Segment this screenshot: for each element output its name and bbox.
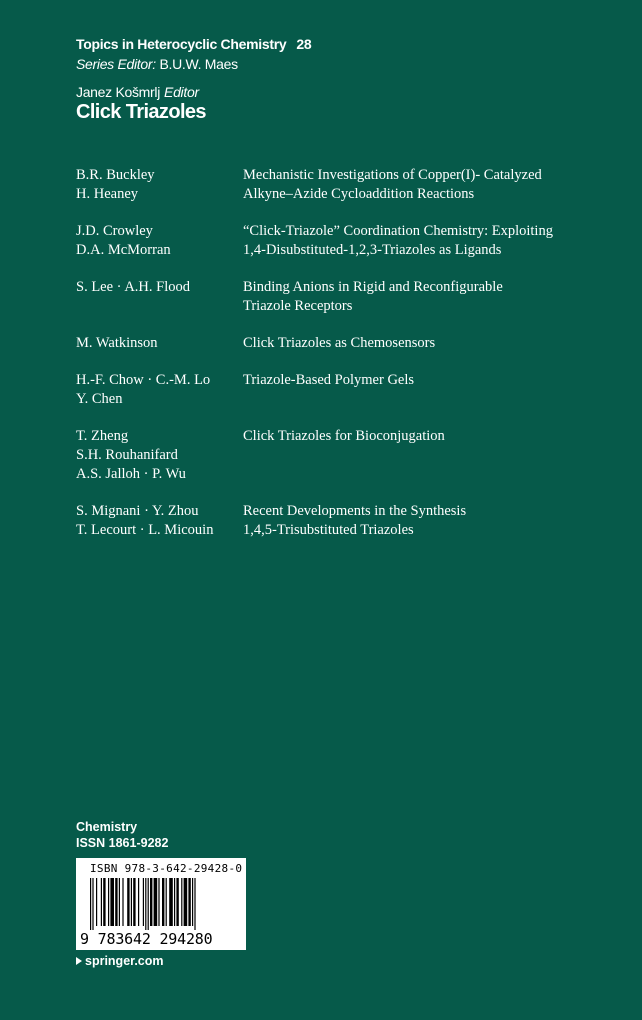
chapter-title [243, 371, 596, 409]
barcode-bar [148, 878, 149, 930]
book-title: Click Triazoles [76, 101, 206, 123]
barcode-bar [90, 878, 91, 930]
issn-label: ISSN 1861-9282 [76, 836, 169, 850]
footer-info [76, 819, 168, 851]
chapter-title-line: Triazole Receptors [243, 298, 353, 314]
author-line: S.H. Rouhanifard [76, 447, 178, 463]
series-editor-line [76, 56, 311, 72]
chapter-entry [76, 502, 596, 540]
chapter-title-line: Click Triazoles for Bioconjugation [243, 428, 445, 444]
chapter-entry [76, 166, 596, 204]
barcode-bar [176, 878, 178, 926]
chapter-authors [76, 502, 243, 540]
barcode-bar [174, 878, 175, 926]
volume-editor-name: Janez Košmrlj [76, 84, 161, 100]
author-line: S. Mignani · Y. Zhou [76, 503, 199, 519]
barcode-bar [119, 878, 120, 926]
series-title-line [76, 36, 311, 52]
author-line: H. Heaney [76, 186, 139, 202]
table-of-contents [76, 166, 596, 558]
barcode-bar [92, 878, 93, 930]
website-text: springer.com [85, 954, 164, 968]
website-link[interactable] [76, 954, 164, 968]
chapter-authors [76, 222, 243, 260]
barcode-bar [101, 878, 102, 926]
chapter-title [243, 222, 596, 260]
volume-editor-role: Editor [164, 84, 199, 100]
chapter-authors [76, 166, 243, 204]
chapter-title-line: 1,4-Disubstituted-1,2,3-Triazoles as Ligands [243, 242, 502, 258]
barcode-bar [143, 878, 144, 926]
barcode-bar [150, 878, 152, 926]
series-header [76, 36, 311, 124]
chapter-title [243, 427, 596, 484]
chapter-authors [76, 278, 243, 316]
barcode-bar [108, 878, 109, 926]
barcode-bar [194, 878, 195, 930]
subject-label: Chemistry [76, 820, 138, 834]
barcode-bar [127, 878, 129, 926]
barcode-bar [131, 878, 132, 926]
author-line: T. Lecourt · L. Micouin [76, 522, 214, 538]
chapter-title [243, 334, 596, 353]
author-line: Y. Chen [76, 391, 123, 407]
chapter-title-line: Recent Developments in the Synthesis [243, 503, 467, 519]
barcode-bar [145, 878, 146, 930]
barcode-bar [181, 878, 182, 926]
barcode-bar [103, 878, 105, 926]
chapter-authors [76, 371, 243, 409]
barcode-bar [188, 878, 190, 926]
chapter-title-line: Alkyne–Azide Cycloaddition Reactions [243, 186, 475, 202]
series-volume: 28 [296, 36, 312, 52]
author-line: J.D. Crowley [76, 223, 153, 239]
chapter-entry [76, 278, 596, 316]
chapter-title-line: “Click-Triazole” Coordination Chemistry: Exploiting [243, 223, 553, 239]
barcode-bars [90, 878, 232, 930]
barcode-bar [115, 878, 117, 926]
barcode-bar [184, 878, 188, 926]
barcode-bar [96, 878, 97, 926]
chapter-authors [76, 427, 243, 484]
author-line: D.A. McMorran [76, 242, 171, 258]
ean-digits: 9 783642 294280 [80, 930, 213, 948]
isbn-text: ISBN 978-3-642-29428-0 [90, 862, 243, 875]
chapter-title-line: Triazole-Based Polymer Gels [243, 372, 415, 388]
chapter-title-line: Click Triazoles as Chemosensors [243, 335, 436, 351]
chapter-entry [76, 222, 596, 260]
barcode-bar [138, 878, 139, 926]
author-line: T. Zheng [76, 428, 129, 444]
chapter-authors [76, 334, 243, 353]
author-line: B.R. Buckley [76, 167, 155, 183]
barcode [76, 858, 246, 950]
barcode-bar [154, 878, 158, 926]
chapter-title-line: Binding Anions in Rigid and Reconfigurable [243, 279, 503, 295]
barcode-bar [158, 878, 159, 926]
barcode-bar [162, 878, 164, 926]
barcode-bar [110, 878, 114, 926]
series-editor-label: Series Editor: [76, 56, 156, 72]
barcode-bar [169, 878, 173, 926]
author-line: A.S. Jalloh · P. Wu [76, 466, 186, 482]
chapter-title [243, 166, 596, 204]
barcode-bar [133, 878, 135, 926]
chapter-title [243, 278, 596, 316]
arrow-right-icon [76, 957, 82, 965]
chapter-entry [76, 334, 596, 353]
volume-editor-line [76, 84, 311, 100]
author-line: M. Watkinson [76, 335, 158, 351]
author-line: H.-F. Chow · C.-M. Lo [76, 372, 211, 388]
chapter-title-line: Mechanistic Investigations of Copper(I)- Catalyzed [243, 167, 542, 183]
barcode-bar [166, 878, 167, 926]
chapter-title [243, 502, 596, 540]
barcode-bar [192, 878, 193, 926]
series-title: Topics in Heterocyclic Chemistry [76, 36, 287, 52]
chapter-entry [76, 427, 596, 484]
chapter-title-line: 1,4,5-Trisubstituted Triazoles [243, 522, 414, 538]
barcode-bar [122, 878, 123, 926]
chapter-entry [76, 371, 596, 409]
author-line: S. Lee · A.H. Flood [76, 279, 190, 295]
series-editor-name: B.U.W. Maes [159, 56, 238, 72]
